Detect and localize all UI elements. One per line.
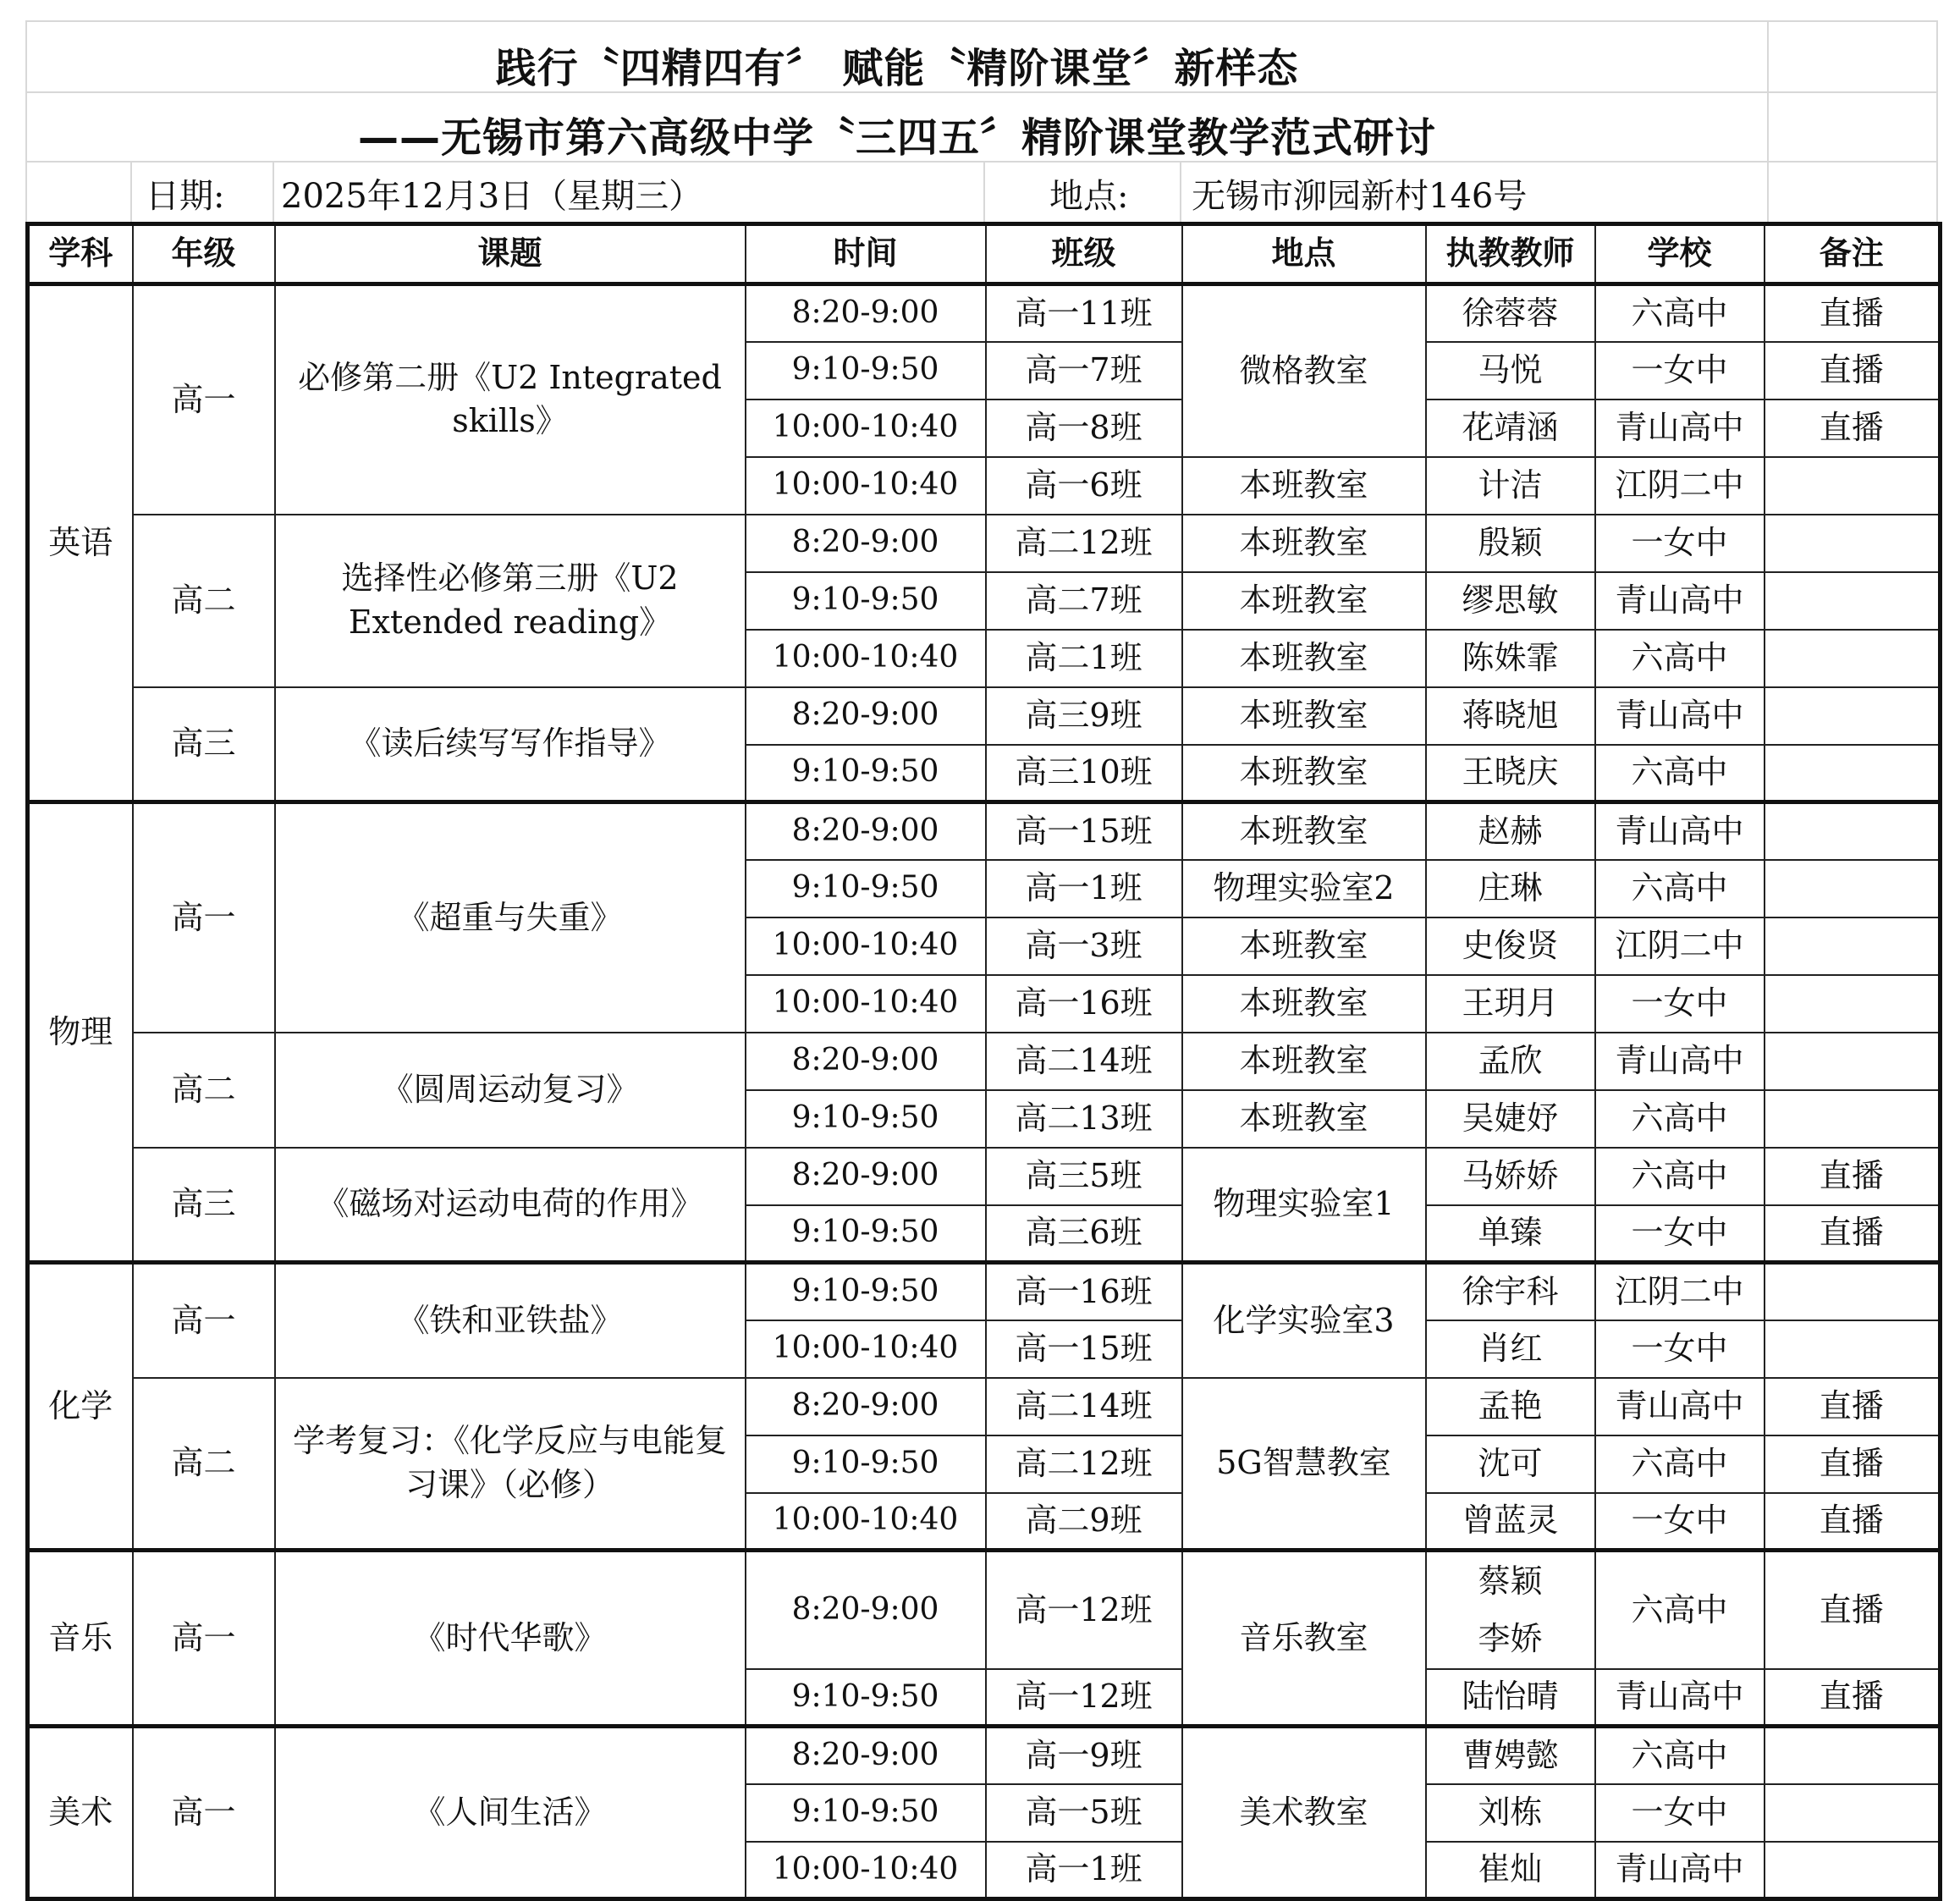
grade-cell: 高三 (133, 1148, 275, 1263)
topic-cell: 《铁和亚铁盐》 (275, 1263, 746, 1378)
header-gridline (983, 161, 985, 222)
table-row (28, 515, 1941, 572)
place-value: 无锡市泖园新村146号 (1192, 177, 1528, 216)
column-header: 班级 (986, 224, 1182, 284)
teacher-cell: 单臻 (1426, 1205, 1595, 1263)
class-cell: 高一1班 (986, 860, 1182, 917)
teacher-cell: 陆怡晴 (1426, 1669, 1595, 1727)
table-row (28, 1148, 1941, 1205)
note-cell (1765, 917, 1941, 975)
room-cell: 5G智慧教室 (1182, 1378, 1426, 1551)
teacher-cell: 吴婕妤 (1426, 1090, 1595, 1148)
time-cell: 9:10-9:50 (746, 1090, 986, 1148)
school-cell: 江阴二中 (1595, 917, 1765, 975)
column-header: 学科 (28, 224, 133, 284)
school-cell: 六高中 (1595, 1148, 1765, 1205)
time-cell: 8:20-9:00 (746, 802, 986, 860)
table-row (28, 1263, 1941, 1320)
time-cell: 9:10-9:50 (746, 745, 986, 802)
note-cell (1765, 1263, 1941, 1320)
class-cell: 高一12班 (986, 1669, 1182, 1727)
time-cell: 8:20-9:00 (746, 515, 986, 572)
time-cell: 10:00-10:40 (746, 399, 986, 457)
column-header: 年级 (133, 224, 275, 284)
table-row (28, 687, 1941, 745)
school-cell: 六高中 (1595, 745, 1765, 802)
class-cell: 高一16班 (986, 1263, 1182, 1320)
note-cell (1765, 802, 1941, 860)
class-cell: 高二14班 (986, 1033, 1182, 1090)
class-cell: 高二12班 (986, 1435, 1182, 1493)
teacher-cell: 缪思敏 (1426, 572, 1595, 630)
topic-cell: 学考复习：《化学反应与电能复习课》（必修） (275, 1378, 746, 1551)
school-cell: 江阴二中 (1595, 1263, 1765, 1320)
room-cell: 物理实验室2 (1182, 860, 1426, 917)
table-row (28, 1727, 1941, 1784)
class-cell: 高三10班 (986, 745, 1182, 802)
note-cell: 直播 (1765, 342, 1941, 399)
class-cell: 高二1班 (986, 630, 1182, 687)
class-cell: 高一15班 (986, 1320, 1182, 1378)
school-cell: 一女中 (1595, 342, 1765, 399)
note-cell: 直播 (1765, 399, 1941, 457)
class-cell: 高一11班 (986, 284, 1182, 342)
teacher-cell: 曹娉懿 (1426, 1727, 1595, 1784)
school-cell: 青山高中 (1595, 687, 1765, 745)
schedule-table (25, 222, 1942, 1901)
column-header: 时间 (746, 224, 986, 284)
header-gridline (25, 20, 1938, 22)
school-cell: 青山高中 (1595, 1669, 1765, 1727)
school-cell: 一女中 (1595, 515, 1765, 572)
teacher-cell: 肖红 (1426, 1320, 1595, 1378)
note-cell (1765, 630, 1941, 687)
room-cell: 美术教室 (1182, 1727, 1426, 1899)
grade-cell: 高二 (133, 1378, 275, 1551)
time-cell: 8:20-9:00 (746, 284, 986, 342)
topic-cell: 《时代华歌》 (275, 1551, 746, 1727)
grade-cell: 高一 (133, 1727, 275, 1899)
room-cell: 本班教室 (1182, 1090, 1426, 1148)
class-cell: 高三9班 (986, 687, 1182, 745)
note-cell (1765, 1727, 1941, 1784)
note-cell: 直播 (1765, 1205, 1941, 1263)
class-cell: 高一3班 (986, 917, 1182, 975)
school-cell: 六高中 (1595, 1727, 1765, 1784)
column-header: 备注 (1765, 224, 1941, 284)
date-value: 2025年12月3日（星期三） (281, 177, 703, 216)
school-cell: 青山高中 (1595, 1378, 1765, 1435)
topic-cell: 必修第二册《U2 Integrated skills》 (275, 284, 746, 515)
school-cell: 六高中 (1595, 284, 1765, 342)
time-cell: 9:10-9:50 (746, 1669, 986, 1727)
school-cell: 一女中 (1595, 1320, 1765, 1378)
grade-cell: 高一 (133, 802, 275, 1033)
school-cell: 六高中 (1595, 860, 1765, 917)
room-cell: 本班教室 (1182, 457, 1426, 515)
teacher-cell: 马悦 (1426, 342, 1595, 399)
table-header-row (28, 224, 1941, 284)
note-cell: 直播 (1765, 1551, 1941, 1669)
time-cell: 9:10-9:50 (746, 1435, 986, 1493)
teacher-cell: 陈姝霏 (1426, 630, 1595, 687)
note-cell: 直播 (1765, 1378, 1941, 1435)
school-cell: 一女中 (1595, 975, 1765, 1033)
teacher-name: 蔡颖 (1478, 1562, 1543, 1600)
time-cell: 8:20-9:00 (746, 1727, 986, 1784)
room-cell: 音乐教室 (1182, 1551, 1426, 1727)
teacher-cell: 庄琳 (1426, 860, 1595, 917)
note-cell (1765, 1033, 1941, 1090)
room-cell: 微格教室 (1182, 284, 1426, 457)
topic-cell: 《磁场对运动电荷的作用》 (275, 1148, 746, 1263)
topic-cell: 《超重与失重》 (275, 802, 746, 1033)
room-cell: 物理实验室1 (1182, 1148, 1426, 1263)
subject-cell: 物理 (28, 802, 133, 1263)
class-cell: 高一7班 (986, 342, 1182, 399)
teacher-cell: 计洁 (1426, 457, 1595, 515)
class-cell: 高一15班 (986, 802, 1182, 860)
class-cell: 高三5班 (986, 1148, 1182, 1205)
note-cell: 直播 (1765, 1148, 1941, 1205)
time-cell: 8:20-9:00 (746, 1378, 986, 1435)
note-cell: 直播 (1765, 1493, 1941, 1551)
subject-cell: 美术 (28, 1727, 133, 1899)
time-cell: 8:20-9:00 (746, 687, 986, 745)
topic-cell: 《人间生活》 (275, 1727, 746, 1899)
topic-cell: 选择性必修第三册《U2 Extended reading》 (275, 515, 746, 687)
column-header: 执教教师 (1426, 224, 1595, 284)
header-gridline (1180, 161, 1181, 222)
school-cell: 六高中 (1595, 630, 1765, 687)
topic-cell: 《圆周运动复习》 (275, 1033, 746, 1148)
class-cell: 高二7班 (986, 572, 1182, 630)
page-subtitle: ——无锡市第六高级中学〝三四五〞精阶课堂教学范式研讨 (357, 114, 1436, 162)
school-cell: 六高中 (1595, 1090, 1765, 1148)
note-cell (1765, 1784, 1941, 1842)
teacher-cell: 孟欣 (1426, 1033, 1595, 1090)
grade-cell: 高一 (133, 1551, 275, 1727)
room-cell: 本班教室 (1182, 630, 1426, 687)
header-gridline (1936, 20, 1938, 222)
table-row (28, 1033, 1941, 1090)
teacher-cell: 王玥月 (1426, 975, 1595, 1033)
column-header: 课题 (275, 224, 746, 284)
class-cell: 高一16班 (986, 975, 1182, 1033)
room-cell: 本班教室 (1182, 687, 1426, 745)
table-row (28, 284, 1941, 342)
time-cell: 10:00-10:40 (746, 1320, 986, 1378)
time-cell: 10:00-10:40 (746, 1842, 986, 1899)
school-cell: 青山高中 (1595, 1033, 1765, 1090)
time-cell: 9:10-9:50 (746, 342, 986, 399)
room-cell: 本班教室 (1182, 572, 1426, 630)
table-row (28, 802, 1941, 860)
topic-cell: 《读后续写写作指导》 (275, 687, 746, 802)
note-cell: 直播 (1765, 1669, 1941, 1727)
class-cell: 高二14班 (986, 1378, 1182, 1435)
teacher-cell: 蒋晓旭 (1426, 687, 1595, 745)
grade-cell: 高三 (133, 687, 275, 802)
subject-cell: 音乐 (28, 1551, 133, 1727)
class-cell: 高一1班 (986, 1842, 1182, 1899)
teacher-cell (1426, 1551, 1595, 1669)
time-cell: 8:20-9:00 (746, 1551, 986, 1669)
teacher-cell: 花靖涵 (1426, 399, 1595, 457)
class-cell: 高三6班 (986, 1205, 1182, 1263)
class-cell: 高二9班 (986, 1493, 1182, 1551)
time-cell: 10:00-10:40 (746, 917, 986, 975)
room-cell: 本班教室 (1182, 515, 1426, 572)
room-cell: 本班教室 (1182, 802, 1426, 860)
note-cell (1765, 457, 1941, 515)
class-cell: 高一5班 (986, 1784, 1182, 1842)
teacher-name: 李娇 (1478, 1620, 1543, 1658)
time-cell: 9:10-9:50 (746, 1205, 986, 1263)
note-cell (1765, 745, 1941, 802)
note-cell (1765, 1842, 1941, 1899)
time-cell: 10:00-10:40 (746, 630, 986, 687)
page-title: 践行〝四精四有〞 赋能〝精阶课堂〞新样态 (495, 45, 1299, 92)
school-cell: 一女中 (1595, 1493, 1765, 1551)
note-cell (1765, 860, 1941, 917)
table-row (28, 1378, 1941, 1435)
room-cell: 本班教室 (1182, 1033, 1426, 1090)
school-cell: 青山高中 (1595, 399, 1765, 457)
teacher-cell: 王晓庆 (1426, 745, 1595, 802)
class-cell: 高一12班 (986, 1551, 1182, 1669)
note-cell: 直播 (1765, 284, 1941, 342)
teacher-cell: 徐宇科 (1426, 1263, 1595, 1320)
school-cell: 青山高中 (1595, 572, 1765, 630)
table-row (28, 1551, 1941, 1669)
school-cell: 六高中 (1595, 1551, 1765, 1669)
teacher-cell: 刘栋 (1426, 1784, 1595, 1842)
date-label: 日期: (146, 177, 225, 216)
school-cell: 江阴二中 (1595, 457, 1765, 515)
grade-cell: 高二 (133, 1033, 275, 1148)
subject-cell: 化学 (28, 1263, 133, 1551)
grade-cell: 高一 (133, 284, 275, 515)
note-cell (1765, 975, 1941, 1033)
grade-cell: 高一 (133, 1263, 275, 1378)
teacher-cell: 史俊贤 (1426, 917, 1595, 975)
school-cell: 一女中 (1595, 1784, 1765, 1842)
school-cell: 六高中 (1595, 1435, 1765, 1493)
room-cell: 本班教室 (1182, 745, 1426, 802)
teacher-cell: 马娇娇 (1426, 1148, 1595, 1205)
room-cell: 化学实验室3 (1182, 1263, 1426, 1378)
teacher-cell: 赵赫 (1426, 802, 1595, 860)
teacher-cell: 曾蓝灵 (1426, 1493, 1595, 1551)
time-cell: 9:10-9:50 (746, 1784, 986, 1842)
time-cell: 10:00-10:40 (746, 975, 986, 1033)
note-cell (1765, 1090, 1941, 1148)
column-header: 地点 (1182, 224, 1426, 284)
teacher-cell: 徐蓉蓉 (1426, 284, 1595, 342)
school-cell: 青山高中 (1595, 802, 1765, 860)
note-cell (1765, 687, 1941, 745)
class-cell: 高二12班 (986, 515, 1182, 572)
school-cell: 一女中 (1595, 1205, 1765, 1263)
subject-cell: 英语 (28, 284, 133, 802)
note-cell (1765, 1320, 1941, 1378)
place-label: 地点: (1049, 177, 1129, 216)
note-cell: 直播 (1765, 1435, 1941, 1493)
time-cell: 8:20-9:00 (746, 1148, 986, 1205)
header-gridline (130, 161, 132, 222)
time-cell: 10:00-10:40 (746, 1493, 986, 1551)
teacher-cell: 崔灿 (1426, 1842, 1595, 1899)
schedule-sheet (25, 20, 1938, 1888)
class-cell: 高一8班 (986, 399, 1182, 457)
time-cell: 9:10-9:50 (746, 860, 986, 917)
time-cell: 9:10-9:50 (746, 572, 986, 630)
teacher-cell: 孟艳 (1426, 1378, 1595, 1435)
class-cell: 高一6班 (986, 457, 1182, 515)
class-cell: 高二13班 (986, 1090, 1182, 1148)
class-cell: 高一9班 (986, 1727, 1182, 1784)
grade-cell: 高二 (133, 515, 275, 687)
time-cell: 9:10-9:50 (746, 1263, 986, 1320)
note-cell (1765, 515, 1941, 572)
time-cell: 10:00-10:40 (746, 457, 986, 515)
column-header: 学校 (1595, 224, 1765, 284)
teacher-cell: 沈可 (1426, 1435, 1595, 1493)
teacher-cell: 殷颖 (1426, 515, 1595, 572)
note-cell (1765, 572, 1941, 630)
room-cell: 本班教室 (1182, 917, 1426, 975)
time-cell: 8:20-9:00 (746, 1033, 986, 1090)
school-cell: 青山高中 (1595, 1842, 1765, 1899)
room-cell: 本班教室 (1182, 975, 1426, 1033)
header-gridline (273, 161, 274, 222)
